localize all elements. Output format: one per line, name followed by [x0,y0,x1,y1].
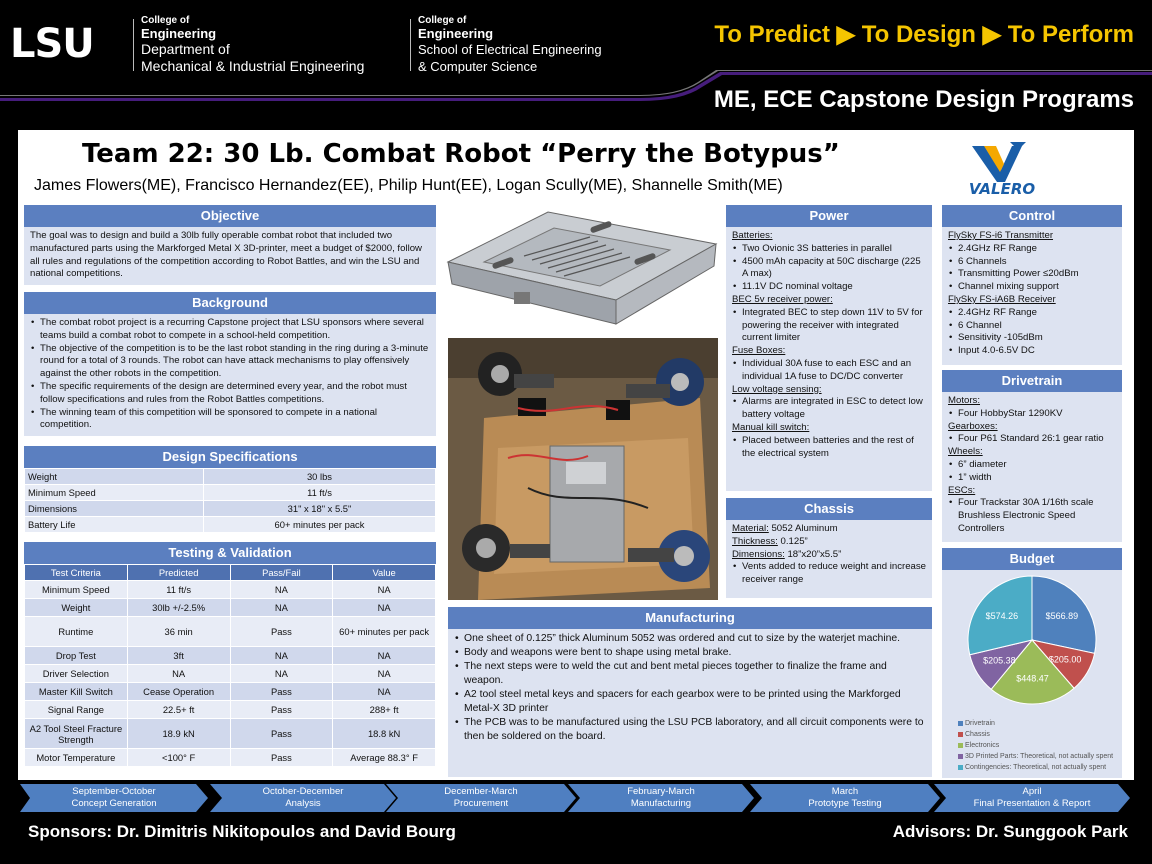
objective-section [24,205,436,285]
me-engineering-label: Engineering [141,26,217,41]
advisors-text: Advisors: Dr. Sunggook Park [892,822,1128,841]
table-header-row [25,565,436,581]
spec-label: Battery Life [25,517,204,533]
drivetrain-item: • Four P61 Standard 26:1 gear ratio [948,433,1116,446]
timeline-label: Procurement [453,798,509,809]
table-cell: A2 Tool Steel Fracture Strength [25,719,128,749]
legend-item [958,740,1113,751]
manufacturing-heading: Manufacturing [448,607,932,629]
table-row [25,647,436,665]
legend-label: Contingencies: Theoretical, not actually spent [965,764,1107,771]
control-item: • Input 4.0-6.5V DC [948,345,1116,358]
legend-item [958,718,1113,729]
timeline-period: February-March [627,786,695,797]
drivetrain-heading: Drivetrain [942,370,1122,392]
background-item: • The winning team of this competition will be sponsored to compete in a national competition. [30,407,430,433]
pie-data-label: $566.89 [1045,610,1079,621]
background-section [24,292,436,436]
control-item: • 6 Channels [948,256,1116,269]
design-specs-heading: Design Specifications [24,446,436,468]
pie-data-label: $205.38 [983,655,1016,666]
background-item: • The specific requirements of the design are determined every year, and the robot must follow specifications and rules from the Robot Battles competitions. [30,381,430,407]
timeline-period: October-December [262,786,344,797]
robot-cad-render [444,204,720,332]
me-department-logo [141,15,364,75]
chassis-heading: Chassis [726,498,932,520]
valero-logo [960,140,1042,198]
legend-swatch [958,765,963,770]
control-item: • 6 Channel [948,320,1116,333]
design-specs-section [24,446,436,534]
objective-heading: Objective [24,205,436,227]
table-row [25,581,436,599]
control-heading: Control [942,205,1122,227]
table-cell: Pass [230,617,333,647]
timeline-label: Concept Generation [71,798,157,809]
wheels-label: Wheels: [948,446,983,458]
motors-label: Motors: [948,395,980,406]
legend-item [958,751,1113,762]
material-value: 5052 Aluminum [771,523,838,534]
legend-swatch [958,754,963,759]
table-cell: Weight [25,599,128,617]
poster-authors: James Flowers(ME), Francisco Hernandez(EE), Philip Hunt(EE), Logan Scully(ME), Shannelle Smith(ME) [34,177,783,194]
manufacturing-item: • Body and weapons were bent to shape using metal brake. [454,646,926,660]
timeline-step [750,784,940,812]
table-row [25,665,436,683]
me-dept-line1: Department of [141,41,230,57]
legend-item [958,729,1113,740]
robot-build-photo [448,338,718,600]
table-cell: Driver Selection [25,665,128,683]
timeline-label: Prototype Testing [808,798,882,809]
control-item: • 2.4GHz RF Range [948,243,1116,256]
low-voltage-label: Low voltage sensing: [732,383,822,395]
manufacturing-item: • One sheet of 0.125” thick Aluminum 5052 was ordered and cut to size by the waterjet machine. [454,632,926,646]
table-cell: 36 min [127,617,230,647]
thickness-label: Thickness: [732,535,778,547]
spec-value: 30 lbs [203,469,435,485]
drivetrain-section [942,370,1122,542]
table-cell: NA [333,581,436,599]
transmitter-label: FlySky FS-i6 Transmitter [948,230,1054,241]
escs-label: ESCs: [948,484,976,496]
power-item: • Integrated BEC to step down 11V to 5V for powering the receiver with integrated current limiter [732,307,926,345]
table-cell: NA [333,665,436,683]
column-header: Test Criteria [25,565,128,581]
spec-value: 11 ft/s [203,485,435,501]
timeline-step [20,784,208,812]
table-cell: Pass [230,701,333,719]
table-cell: Signal Range [25,701,128,719]
table-cell: 3ft [127,647,230,665]
table-cell: NA [333,599,436,617]
table-cell: NA [230,599,333,617]
kill-switch-label: Manual kill switch: [732,421,810,433]
table-row [25,749,436,767]
table-cell: Drop Test [25,647,128,665]
manufacturing-item: • The next steps were to weld the cut and bent metal pieces together to finalize the frame and weapon. [454,660,926,688]
column-header: Value [333,565,436,581]
drivetrain-item: • 1” width [948,472,1116,485]
dimensions-label: Dimensions: [732,548,785,560]
ece-department-logo [418,15,602,75]
table-cell: <100° F [127,749,230,767]
power-item: • Individual 30A fuse to each ESC and an individual 1A fuse to DC/DC converter [732,358,926,384]
tagline: To Predict ▶ To Design ▶ To Perform [714,21,1134,48]
legend-label: Chassis [965,731,990,738]
power-item: • 11.1V DC nominal voltage [732,281,926,294]
budget-pie-chart [950,574,1114,714]
sponsors-text: Sponsors: Dr. Dimitris Nikitopoulos and David Bourg [28,822,456,841]
header [0,0,1152,128]
me-dept-line2: Mechanical & Industrial Engineering [141,58,365,74]
table-cell: NA [333,683,436,701]
timeline-label: Manufacturing [630,798,692,809]
timeline-period: March [831,786,859,797]
legend-label: Drivetrain [965,720,995,727]
power-item: • Two Ovionic 3S batteries in parallel [732,243,926,256]
legend-item [958,762,1113,773]
legend-swatch [958,732,963,737]
testing-table [24,564,436,767]
table-cell: Runtime [25,617,128,647]
manufacturing-section [448,607,932,777]
control-item: • Sensitivity -105dBm [948,332,1116,345]
table-row [25,501,436,517]
column-header: Pass/Fail [230,565,333,581]
pie-data-label: $574.26 [985,611,1019,622]
background-item: • The combat robot project is a recurring Capstone project that LSU sponsors where several teams build a combat robot to compete in a school-held competition. [30,317,430,343]
timeline-period: December-March [444,786,518,797]
column-header: Predicted [127,565,230,581]
control-item: • Channel mixing support [948,281,1116,294]
table-cell: NA [333,647,436,665]
material-label: Material: [732,523,769,534]
table-cell: 11 ft/s [127,581,230,599]
table-row [25,701,436,719]
table-cell: 30lb +/-2.5% [127,599,230,617]
table-row [25,683,436,701]
batteries-label: Batteries: [732,230,773,241]
dimensions-value: 18”x20”x5.5” [787,548,842,560]
drivetrain-item: • Four Trackstar 30A 1/16th scale Brushless Electronic Speed Controllers [948,497,1116,535]
spec-label: Weight [25,469,204,485]
background-item: • The objective of the competition is to be the last robot standing in the ring during a 3-minute round for a total of 3 rounds. The robot can have attack mechanisms to play offensively against the other robots in the competition. [30,343,430,381]
background-heading: Background [24,292,436,314]
timeline-step [210,784,396,812]
power-item: • 4500 mAh capacity at 50C discharge (225 A max) [732,256,926,282]
pie-data-label: $448.47 [1016,673,1049,684]
drivetrain-item: • Four HobbyStar 1290KV [948,408,1116,421]
table-cell: 60+ minutes per pack [333,617,436,647]
drivetrain-item: • 6” diameter [948,459,1116,472]
timeline-period: April [1022,786,1042,797]
control-section [942,205,1122,365]
chassis-item: • Vents added to reduce weight and increase receiver range [732,561,926,587]
table-cell: 288+ ft [333,701,436,719]
timeline-step [568,784,754,812]
ece-engineering-label: Engineering [418,26,494,41]
table-row [25,599,436,617]
ece-dept-line1: School of Electrical Engineering [418,42,602,57]
timeline-label: Final Presentation & Report [973,798,1091,809]
power-section [726,205,932,491]
table-cell: Pass [230,719,333,749]
spec-value: 31" x 18" x 5.5" [203,501,435,517]
ece-college-label: College of [418,15,467,26]
poster-title: Team 22: 30 Lb. Combat Robot “Perry the Botypus” [82,139,840,169]
table-cell: Motor Temperature [25,749,128,767]
programs-title: ME, ECE Capstone Design Programs [713,86,1134,113]
manufacturing-item: • A2 tool steel metal keys and spacers for each gearbox were to be printed using the Markforged Metal-X 3D printer [454,688,926,716]
table-cell: NA [230,581,333,599]
testing-heading: Testing & Validation [24,542,436,564]
budget-heading: Budget [942,548,1122,570]
bec-label: BEC 5v receiver power: [732,293,833,305]
me-college-label: College of [141,15,190,26]
table-cell: 18.9 kN [127,719,230,749]
timeline-step [934,784,1130,812]
budget-legend [958,718,1113,773]
control-item: • 2.4GHz RF Range [948,307,1116,320]
chassis-section [726,498,932,598]
table-cell: NA [230,647,333,665]
thickness-value: 0.125” [780,535,808,547]
table-row [25,719,436,749]
power-heading: Power [726,205,932,227]
legend-swatch [958,743,963,748]
spec-value: 60+ minutes per pack [203,517,435,533]
table-cell: Pass [230,683,333,701]
power-item: • Alarms are integrated in ESC to detect low battery voltage [732,396,926,422]
pie-data-label: $205.00 [1048,654,1082,665]
legend-label: Electronics [965,742,1000,749]
table-cell: Master Kill Switch [25,683,128,701]
lsu-logo: LSU [10,21,94,67]
spec-label: Dimensions [25,501,204,517]
table-cell: Average 88.3° F [333,749,436,767]
table-cell: NA [127,665,230,683]
control-item: • Transmitting Power ≤20dBm [948,268,1116,281]
timeline-period: September-October [72,786,156,797]
design-specs-table [24,468,436,533]
legend-swatch [958,721,963,726]
table-row [25,617,436,647]
manufacturing-item: • The PCB was to be manufactured using the LSU PCB laboratory, and all circuit components were to then be soldered on the board. [454,716,926,744]
table-row [25,469,436,485]
table-row [25,485,436,501]
table-row [25,517,436,533]
table-cell: Pass [230,749,333,767]
table-cell: NA [230,665,333,683]
receiver-label: FlySky FS-iA6B Receiver [948,293,1056,305]
gearboxes-label: Gearboxes: [948,420,998,432]
power-item: • Placed between batteries and the rest of the electrical system [732,435,926,461]
table-cell: Cease Operation [127,683,230,701]
ece-dept-line2: & Computer Science [418,59,538,74]
legend-label: 3D Printed Parts: Theoretical, not actually spent [965,753,1114,760]
project-timeline [20,784,1132,814]
spec-label: Minimum Speed [25,485,204,501]
valero-wordmark: VALERO [968,180,1036,198]
objective-text: The goal was to design and build a 30lb fully operable combat robot that included two manufactured parts using the Markforged Metal X 3D-printer, meet a budget of $2000, follow all rules and regulations of the competition according to Robot Battles, and win the LSU and national competitions. [30,230,422,280]
testing-section [24,542,436,778]
table-cell: 22.5+ ft [127,701,230,719]
fuse-label: Fuse Boxes: [732,345,786,357]
timeline-step [386,784,576,812]
table-cell: Minimum Speed [25,581,128,599]
table-cell: 18.8 kN [333,719,436,749]
timeline-label: Analysis [285,798,321,809]
